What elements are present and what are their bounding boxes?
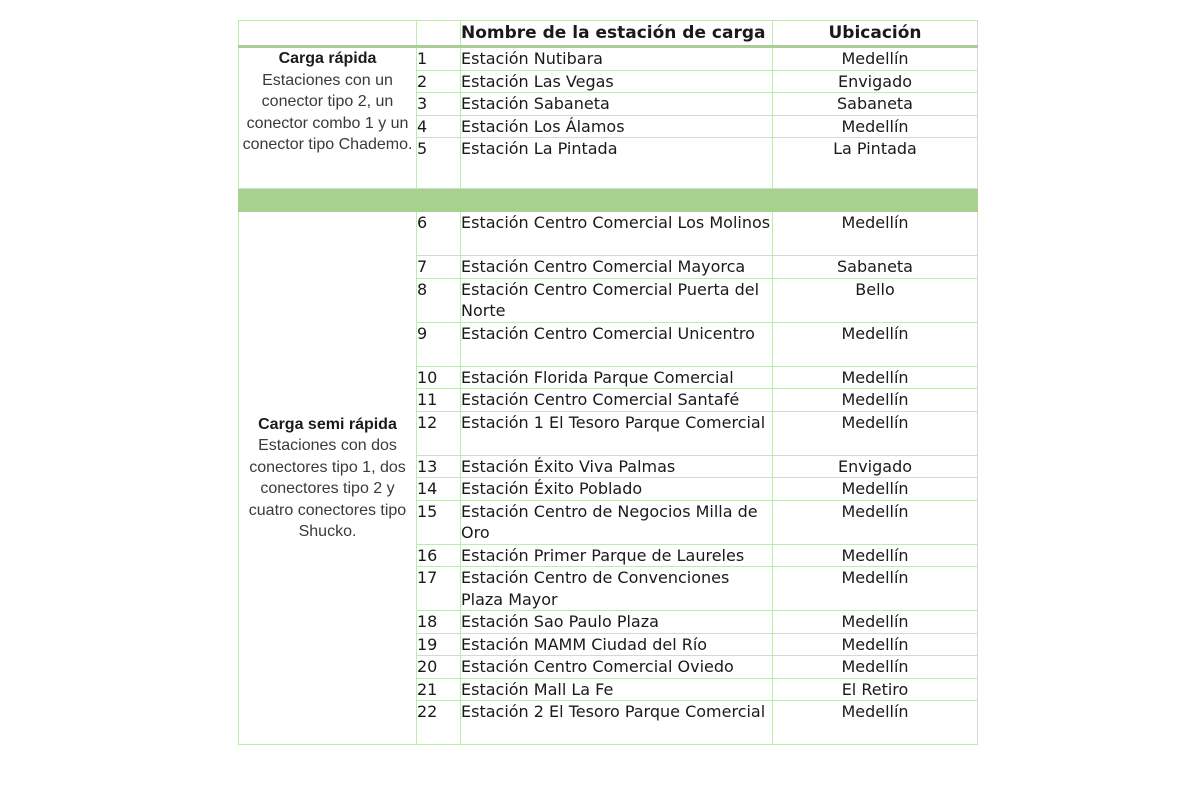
- station-number: 3: [417, 93, 461, 116]
- station-location: Medellín: [773, 389, 978, 412]
- station-number: 18: [417, 611, 461, 634]
- header-station-name: Nombre de la estación de carga: [461, 21, 773, 47]
- station-name: Estación Centro Comercial Oviedo: [461, 656, 773, 679]
- station-number: 12: [417, 411, 461, 455]
- fast-category-cell: [239, 47, 417, 189]
- station-name: Estación Sabaneta: [461, 93, 773, 116]
- station-number: 15: [417, 500, 461, 544]
- station-name: Estación Primer Parque de Laureles: [461, 544, 773, 567]
- station-number: 4: [417, 115, 461, 138]
- station-number: 14: [417, 478, 461, 501]
- separator-cell: [239, 189, 417, 212]
- semi-category-cell: [239, 212, 417, 745]
- station-location: Medellín: [773, 322, 978, 366]
- header-location: Ubicación: [773, 21, 978, 47]
- station-name: Estación Centro Comercial Santafé: [461, 389, 773, 412]
- station-location: Medellín: [773, 544, 978, 567]
- station-name: Estación Los Álamos: [461, 115, 773, 138]
- station-location: Medellín: [773, 366, 978, 389]
- station-location: Sabaneta: [773, 93, 978, 116]
- station-name: Estación Centro de Convenciones Plaza Mayor: [461, 567, 773, 611]
- station-name: Estación Centro Comercial Mayorca: [461, 256, 773, 279]
- station-location: Envigado: [773, 70, 978, 93]
- station-location: Medellín: [773, 611, 978, 634]
- station-name: Estación Éxito Poblado: [461, 478, 773, 501]
- station-location: Medellín: [773, 567, 978, 611]
- station-number: 22: [417, 701, 461, 745]
- station-location: Envigado: [773, 455, 978, 478]
- semi-category-title: Carga semi rápida: [258, 415, 397, 433]
- station-number: 19: [417, 633, 461, 656]
- section-separator: [239, 189, 978, 212]
- separator-cell: [773, 189, 978, 212]
- station-location: Medellín: [773, 115, 978, 138]
- separator-cell: [417, 189, 461, 212]
- charging-stations-table: [238, 20, 978, 745]
- station-number: 1: [417, 47, 461, 71]
- station-name: Estación Centro de Negocios Milla de Oro: [461, 500, 773, 544]
- station-location: Medellín: [773, 478, 978, 501]
- station-name: Estación MAMM Ciudad del Río: [461, 633, 773, 656]
- header-category: [239, 21, 417, 47]
- station-number: 11: [417, 389, 461, 412]
- station-number: 17: [417, 567, 461, 611]
- station-name: Estación 2 El Tesoro Parque Comercial: [461, 701, 773, 745]
- station-location: Medellín: [773, 656, 978, 679]
- station-name: Estación Mall La Fe: [461, 678, 773, 701]
- station-location: Medellín: [773, 212, 978, 256]
- station-number: 2: [417, 70, 461, 93]
- station-location: Medellín: [773, 411, 978, 455]
- header-row: [239, 21, 978, 47]
- station-number: 7: [417, 256, 461, 279]
- station-number: 16: [417, 544, 461, 567]
- station-number: 21: [417, 678, 461, 701]
- fast-category-description: Estaciones con un conector tipo 2, un conector combo 1 y un conector tipo Chademo.: [242, 71, 413, 153]
- station-name: Estación La Pintada: [461, 138, 773, 189]
- station-number: 20: [417, 656, 461, 679]
- table-row: [239, 47, 978, 71]
- station-number: 9: [417, 322, 461, 366]
- header-number: [417, 21, 461, 47]
- station-location: Medellín: [773, 47, 978, 71]
- station-location: Medellín: [773, 633, 978, 656]
- separator-cell: [461, 189, 773, 212]
- station-name: Estación Las Vegas: [461, 70, 773, 93]
- semi-category-description: Estaciones con dos conectores tipo 1, dos conectores tipo 2 y cuatro conectores tipo Shucko.: [248, 437, 407, 540]
- station-name: Estación Centro Comercial Los Molinos: [461, 212, 773, 256]
- station-number: 8: [417, 278, 461, 322]
- station-location: La Pintada: [773, 138, 978, 189]
- station-number: 13: [417, 455, 461, 478]
- station-name: Estación Florida Parque Comercial: [461, 366, 773, 389]
- station-name: Estación Centro Comercial Unicentro: [461, 322, 773, 366]
- station-location: Medellín: [773, 500, 978, 544]
- station-location: Bello: [773, 278, 978, 322]
- station-name: Estación Sao Paulo Plaza: [461, 611, 773, 634]
- station-name: Estación Centro Comercial Puerta del Norte: [461, 278, 773, 322]
- station-location: Sabaneta: [773, 256, 978, 279]
- station-name: Estación Éxito Viva Palmas: [461, 455, 773, 478]
- station-number: 10: [417, 366, 461, 389]
- table-row: [239, 212, 978, 256]
- fast-category-title: Carga rápida: [278, 50, 377, 67]
- station-name: Estación Nutibara: [461, 47, 773, 71]
- station-number: 5: [417, 138, 461, 189]
- station-location: El Retiro: [773, 678, 978, 701]
- station-location: Medellín: [773, 701, 978, 745]
- station-number: 6: [417, 212, 461, 256]
- station-name: Estación 1 El Tesoro Parque Comercial: [461, 411, 773, 455]
